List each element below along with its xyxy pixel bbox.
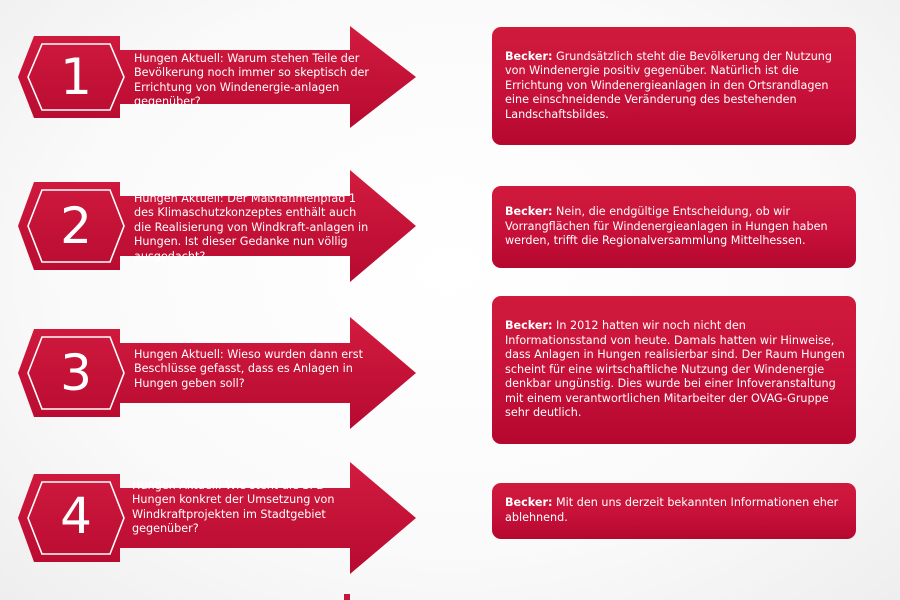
question-arrow-3 [0, 313, 430, 433]
answer-text: Mit den uns derzeit bekannten Informationen eher ablehnend. [505, 496, 839, 524]
answer-speaker: Becker: [505, 318, 553, 332]
answer-box-3 [492, 296, 856, 444]
answer-speaker: Becker: [505, 205, 553, 219]
answer-text: Grundsätzlich steht die Bevölkerung der Nutzung von Windenergie positiv gegenüber. Natürlich ist die Errichtung von Windenergieanlagen in den Ortsrandlagen eine einschneidende Veränderung des bestehenden Landschaftsbildes. [505, 49, 832, 121]
question-text: Hungen Aktuell: Wieso wurden dann erst Beschlüsse gefasst, dass es Anlagen in Hungen geben soll? [134, 348, 363, 390]
question-arrow-1 [0, 22, 430, 132]
answer-text: Nein, die endgültige Entscheidung, ob wir Vorrangflächen für Windenergieanlagen in Hungen haben werden, trifft die Regionalversammlung Mittelhessen. [505, 205, 828, 248]
answer-speaker: Becker: [505, 496, 553, 510]
next-arrow-tip [344, 594, 350, 600]
answer-speaker: Becker: [505, 49, 553, 63]
answer-text: In 2012 hatten wir noch nicht den Informationsstand von heute. Damals hatten wir Hinweise, dass Anlagen in Hungen realisierbar sind. Der Raum Hungen scheint für eine wirtschaftliche Nutzung der Windenergie denkbar ungünstig. Dies wurde bei einer Infoveranstaltung mit einem verantwortlichen Mitarbeiter der OVAG-Gruppe sehr deutlich. [505, 318, 845, 420]
question-number: 2 [60, 197, 92, 255]
question-arrow-4 [0, 458, 430, 578]
question-text: Hungen Aktuell: Wie steht die SPD Hungen konkret der Umsetzung von Windkraftprojekten im Stadtgebiet gegenüber? [132, 479, 335, 536]
answer-box-1 [492, 27, 856, 145]
question-number: 3 [60, 344, 92, 402]
question-text: Hungen Aktuell: Der Maßnahmenpfad 1 des Klimaschutzkonzeptes enthält auch die Realisierung von Windkraft-anlagen in Hungen. Ist dieser Gedanke nun völlig ausgedacht? [134, 192, 369, 263]
question-text: Hungen Aktuell: Warum stehen Teile der Bevölkerung noch immer so skeptisch der Errichtung von Windenergie-anlagen gegenüber? [134, 52, 370, 109]
answer-box-4 [492, 483, 856, 539]
question-arrow-2 [0, 166, 430, 286]
answer-box-2 [492, 186, 856, 268]
question-number: 4 [60, 487, 92, 545]
question-number: 1 [60, 48, 92, 106]
